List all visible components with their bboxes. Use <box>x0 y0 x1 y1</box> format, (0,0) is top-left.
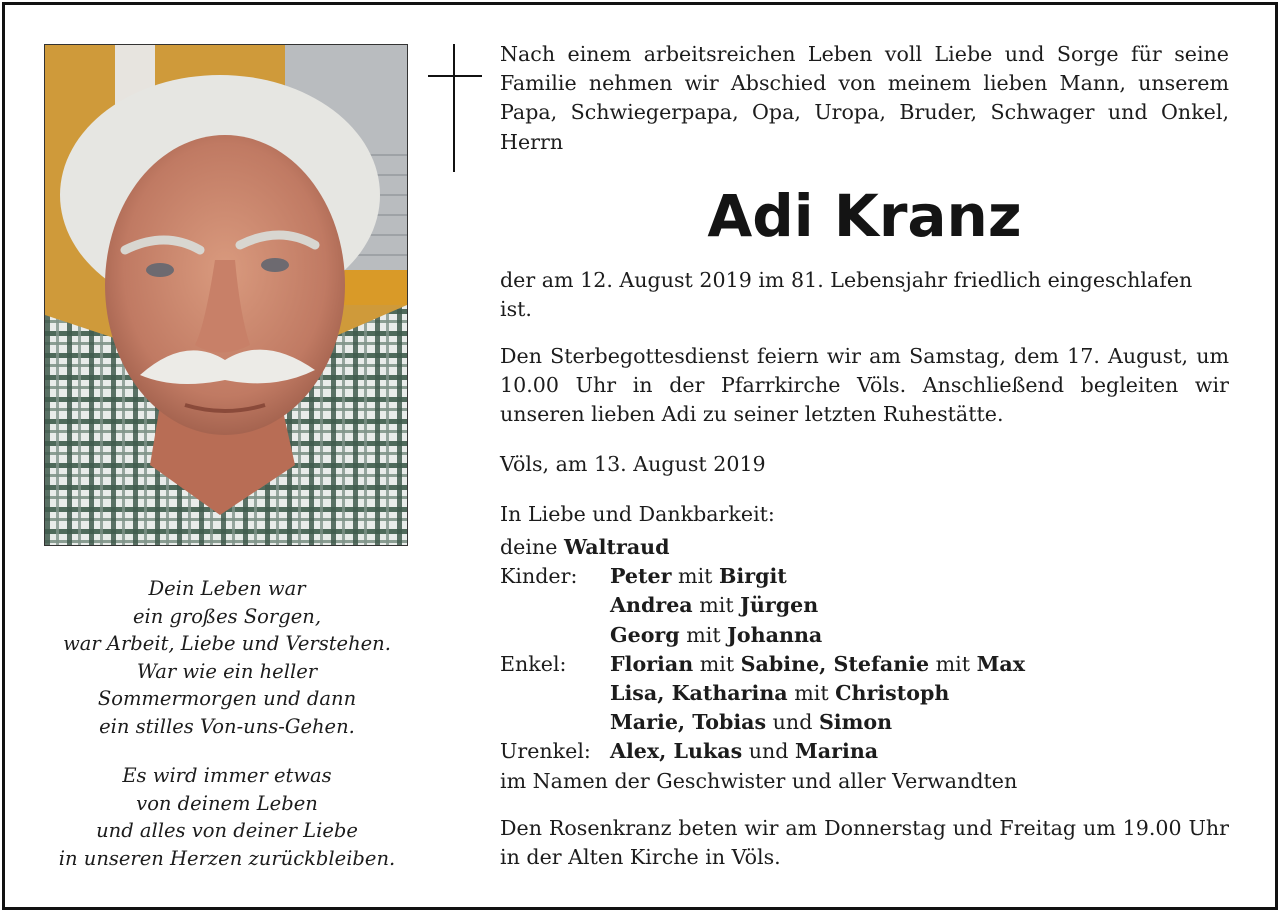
grandchildren-row <box>500 708 1229 737</box>
great-grandchildren-row <box>500 737 1229 766</box>
und-word: und <box>748 739 789 764</box>
poem-line: Es wird immer etwas <box>122 764 332 787</box>
child-name: Peter <box>610 564 672 589</box>
grandchildren-label: Enkel: <box>500 651 567 676</box>
relatives-row <box>500 767 1229 796</box>
death-notice: der am 12. August 2019 im 81. Lebensjahr friedlich eingeschlafen ist. <box>500 268 1193 322</box>
poem-line: ein stilles Von-uns-Gehen. <box>99 714 355 738</box>
rosary-text: Den Rosenkranz beten wir am Donnerstag und Freitag um 19.00 Uhr in der Alten Kirche in Völs. <box>500 816 1229 870</box>
family-list <box>500 533 1229 796</box>
poem-line: in unseren Herzen zurückbleiben. <box>58 846 396 870</box>
poem-line: und alles von deiner Liebe <box>96 819 358 843</box>
grandchild-name: Florian <box>610 651 694 676</box>
portrait-image <box>45 45 407 545</box>
grandchild-name: Marie, Tobias <box>610 710 767 735</box>
mit-word: mit <box>935 651 971 676</box>
partner-name: Christoph <box>835 680 950 705</box>
partner-name: Jürgen <box>740 593 819 618</box>
children-row <box>500 591 1229 620</box>
grandchildren-row <box>500 679 1229 708</box>
und-word: und <box>772 710 813 735</box>
mit-word: mit <box>678 564 713 589</box>
poem-line: von deinem Leben <box>136 791 318 815</box>
intro-text: Nach einem arbeitsreichen Leben voll Liebe und Sorge für seine Familie nehmen wir Abschied von meinem lieben Mann, unserem Papa, Schwiegerpapa, Opa, Uropa, Bruder, Schwager und Onkel, Herrn <box>500 42 1229 154</box>
portrait-photo <box>44 44 408 546</box>
relatives-text: im Namen der Geschwister und aller Verwandten <box>500 768 1018 793</box>
mit-word: mit <box>699 593 734 618</box>
spouse-row <box>500 533 1229 562</box>
poem-line: Sommermorgen und dann <box>97 687 357 711</box>
cross-icon <box>426 44 484 174</box>
great-grandchild-name: Marina <box>795 739 879 764</box>
mit-word: mit <box>686 622 721 647</box>
poem-stanza-1 <box>40 575 414 741</box>
place-date: Völs, am 13. August 2019 <box>500 452 766 476</box>
children-row <box>500 562 1229 591</box>
children-label: Kinder: <box>500 564 578 589</box>
partner-name: Max <box>976 651 1026 676</box>
funeral-service-text: Den Sterbegottesdienst feiern wir am Samstag, dem 17. August, um 10.00 Uhr in der Pfarrkirche Völs. Anschließend begleiten wir unseren lieben Adi zu seiner letzten Ruhestätte. <box>500 344 1229 427</box>
poem-stanza-2 <box>40 762 414 872</box>
grandchild-name: Simon <box>818 710 893 735</box>
spouse-prefix: deine <box>500 535 558 559</box>
poem-line: ein großes Sorgen, <box>132 604 322 628</box>
deceased-name: Adi Kranz <box>707 182 1022 250</box>
mit-word: mit <box>794 680 829 705</box>
poem-line: War wie ein heller <box>136 659 318 683</box>
child-name: Georg <box>610 622 680 647</box>
grandchildren-row <box>500 650 1229 679</box>
child-name: Andrea <box>610 593 693 618</box>
mit-word: mit <box>699 651 735 676</box>
spouse-name: Waltraud <box>563 535 670 559</box>
children-row <box>500 621 1229 650</box>
poem-line: Dein Leben war <box>148 577 306 600</box>
partner-name: Birgit <box>718 564 787 589</box>
great-grandchildren-label: Urenkel: <box>500 739 591 764</box>
partner-name: Johanna <box>727 622 823 647</box>
poem-line: war Arbeit, Liebe und Verstehen. <box>63 632 391 656</box>
grandchild-name: Sabine, Stefanie <box>740 651 930 676</box>
grandchild-name: Lisa, Katharina <box>610 680 788 705</box>
gratitude-line: In Liebe und Dankbarkeit: <box>500 502 775 526</box>
great-grandchild-name: Alex, Lukas <box>610 739 743 764</box>
